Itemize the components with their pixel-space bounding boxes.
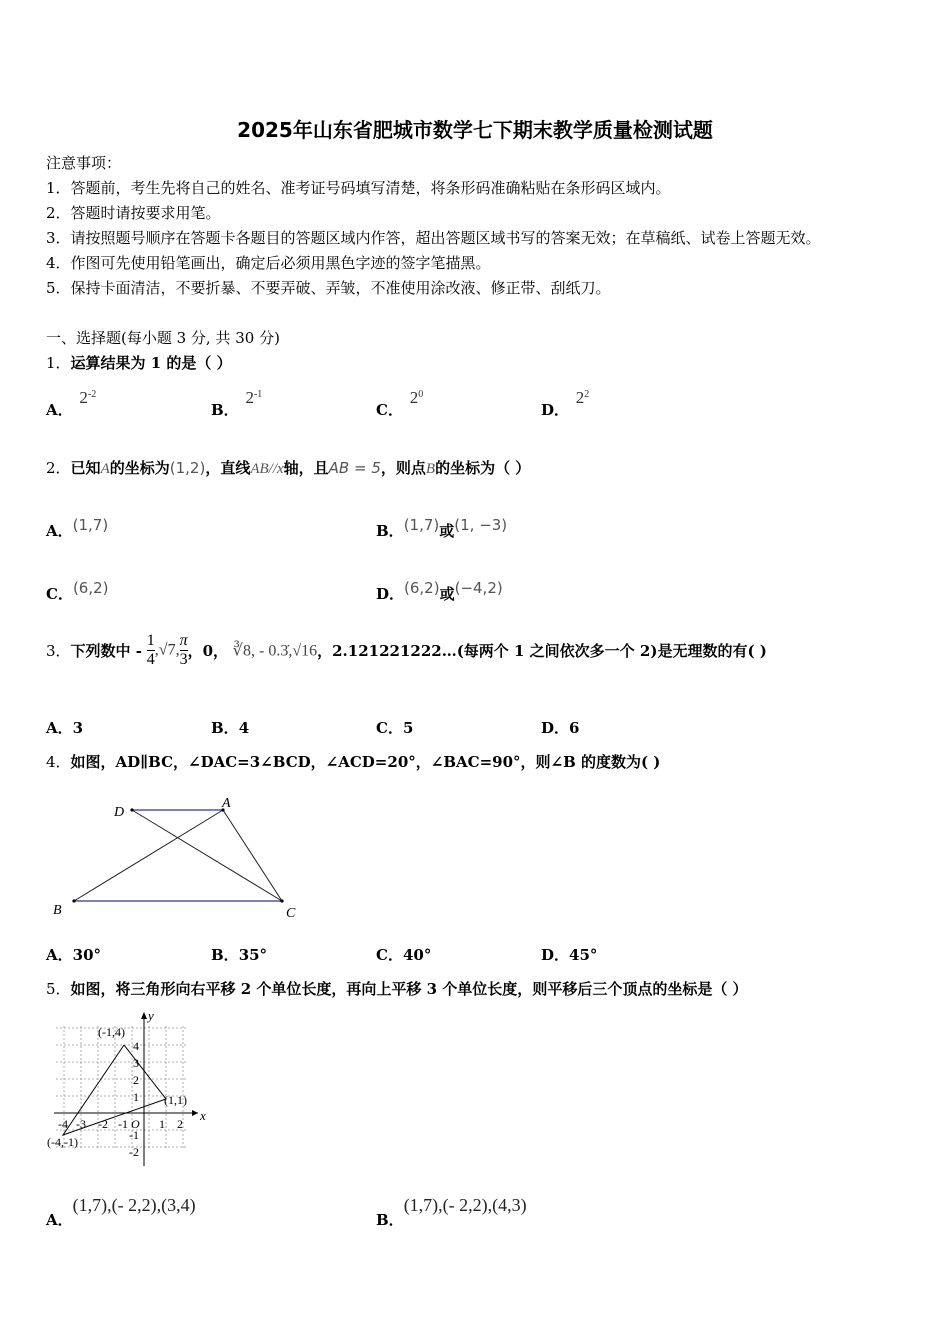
- svg-text:-4: -4: [58, 1117, 68, 1131]
- svg-text:2: 2: [177, 1117, 183, 1131]
- q3-option-b: B．4: [211, 719, 250, 737]
- x-tick-labels: [58, 1117, 183, 1131]
- q3-option-a: A．3: [46, 719, 84, 737]
- note-item-4: 4．作图可先使用铅笔画出，确定后必须用黑色字迹的签字笔描黑。: [46, 254, 491, 272]
- page-title: 2025年山东省肥城市数学七下期末教学质量检测试题: [237, 118, 713, 142]
- svg-text:-1: -1: [129, 1128, 139, 1142]
- svg-text:-1: -1: [118, 1117, 128, 1131]
- y-tick-labels: [129, 1039, 139, 1159]
- q1-option-b: B． $2^{-1}$: [211, 388, 263, 419]
- svg-text:4: 4: [133, 1039, 139, 1053]
- q2-option-a: A．(1,7): [46, 516, 109, 540]
- q1-option-c: C． $2^0$: [376, 388, 424, 419]
- section-heading: 一、选择题(每小题 3 分, 共 30 分): [46, 329, 280, 347]
- question-text: 运算结果为 1 的是（ ）: [70, 354, 232, 372]
- question-1: [46, 352, 232, 373]
- segment-dc: [132, 810, 282, 901]
- q2-option-b: B．(1,7)或(1, −3): [376, 516, 508, 540]
- label-c: C: [286, 906, 296, 921]
- svg-text:-2: -2: [129, 1145, 139, 1159]
- point-label-1: (-1,4): [98, 1025, 125, 1039]
- q1-option-a: A． $2^{-2}$: [46, 388, 97, 419]
- svg-text:-2: -2: [98, 1117, 108, 1131]
- question-3: 3．下列数中 - $\frac{1}{4}$ ,√7, $\frac{\pi}{3}$ ，0， ∛8, - 0.3̇,√16，2.121221222…(每两个 1 之间依次多一个 2)是无理数的有( ): [46, 632, 767, 668]
- q5-option-a: A．(1,7),(- 2,2),(3,4): [46, 1195, 196, 1229]
- notes-heading: 注意事项：: [46, 154, 122, 172]
- svg-text:1: 1: [133, 1090, 139, 1104]
- point-label-2: (1,1): [164, 1093, 187, 1107]
- q4-option-d: D．45°: [541, 946, 598, 964]
- question-number: 1．: [46, 354, 71, 372]
- svg-text:1: 1: [159, 1117, 165, 1131]
- segment-ac: [223, 810, 282, 901]
- q5-coordinate-figure: [46, 1008, 216, 1168]
- label-a: A: [222, 796, 231, 811]
- q3-option-c: C．5: [376, 719, 414, 737]
- svg-text:2: 2: [133, 1073, 139, 1087]
- label-b: B: [53, 903, 62, 918]
- x-label: x: [200, 1108, 206, 1123]
- q5-option-b: B．(1,7),(- 2,2),(4,3): [376, 1195, 527, 1229]
- q4-option-c: C．40°: [376, 946, 432, 964]
- point-label-3: (-4,-1): [47, 1135, 78, 1149]
- y-label: y: [148, 1008, 154, 1023]
- question-4: 4．如图，AD∥BC，∠DAC=3∠BCD，∠ACD=20°，∠BAC=90°，则∠B 的度数为( ): [46, 753, 661, 771]
- svg-text:O: O: [131, 1117, 140, 1131]
- q2-option-c: C．(6,2): [46, 579, 109, 603]
- q2-option-d: D．(6,2)或(−4,2): [376, 579, 503, 603]
- note-item-3: 3．请按照题号顺序在答题卡各题目的答题区域内作答，超出答题区域书写的答案无效；在草稿纸、试卷上答题无效。: [46, 229, 821, 247]
- segment-ba: [74, 810, 223, 901]
- svg-text:3: 3: [133, 1056, 139, 1070]
- note-item-1: 1．答题前，考生先将自己的姓名、准考证号码填写清楚，将条形码准确粘贴在条形码区域内。: [46, 179, 671, 197]
- q3-option-d: D．6: [541, 719, 580, 737]
- note-item-2: 2．答题时请按要求用笔。: [46, 204, 221, 222]
- svg-text:-3: -3: [76, 1117, 86, 1131]
- q4-option-b: B．35°: [211, 946, 268, 964]
- q4-figure: [46, 790, 306, 925]
- question-2: 2．已知A的坐标为(1,2)，直线AB//x轴，且AB = 5，则点B的坐标为（ ）: [46, 459, 531, 477]
- label-d: D: [114, 805, 125, 820]
- q4-option-a: A．30°: [46, 946, 102, 964]
- note-item-5: 5．保持卡面清洁，不要折暴、不要弄破、弄皱，不准使用涂改液、修正带、刮纸刀。: [46, 279, 611, 297]
- question-5: 5．如图，将三角形向右平移 2 个单位长度，再向上平移 3 个单位长度，则平移后三个顶点的坐标是（ ）: [46, 980, 748, 998]
- q1-option-d: D． $2^2$: [541, 388, 590, 419]
